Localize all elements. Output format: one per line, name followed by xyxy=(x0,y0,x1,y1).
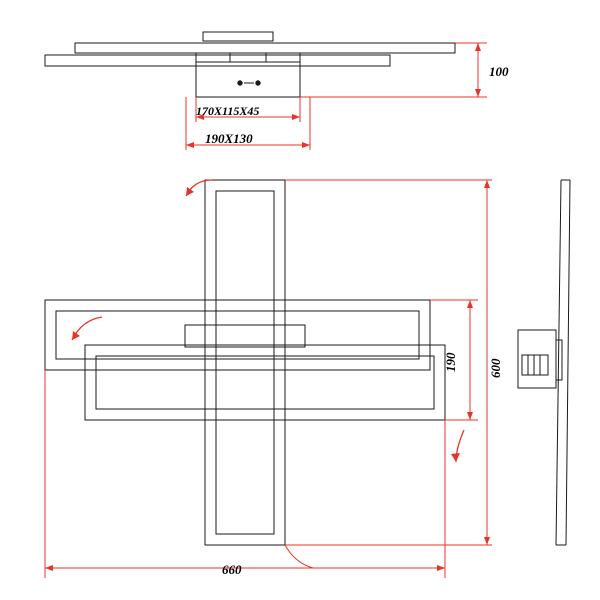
arrow-170-right xyxy=(292,114,300,120)
vertical-frame-inner xyxy=(216,191,274,534)
mount-plate-hole-right xyxy=(256,81,260,85)
arrow-100-top xyxy=(475,43,481,51)
dim-label-660: 660 xyxy=(222,562,242,577)
horizontal-frame-upper-inner xyxy=(56,311,419,359)
side-view-driver-box xyxy=(518,330,556,388)
arrow-600-bottom xyxy=(484,537,490,545)
horizontal-frame-lower-inner xyxy=(96,356,434,409)
center-mount-box xyxy=(185,325,305,347)
rotation-arrow-top-head xyxy=(186,187,194,196)
dim-label-190: 190 xyxy=(443,352,458,372)
arrow-660-left xyxy=(45,565,53,571)
arrow-190-top xyxy=(467,300,473,308)
top-view-small-bar xyxy=(203,32,273,41)
main-view-dimensions xyxy=(45,180,492,578)
dim-label-170x115x45: 170X115X45 xyxy=(196,104,260,118)
arrow-600-top xyxy=(484,180,490,188)
rotation-arrow-right-head xyxy=(451,453,460,462)
dim-label-190x130: 190X130 xyxy=(205,131,253,146)
side-view xyxy=(518,180,570,545)
mount-plate-hole-left xyxy=(238,81,242,85)
arrow-190x130-left xyxy=(186,142,194,148)
side-view-driver-detail xyxy=(522,355,548,375)
arrow-660-right xyxy=(437,565,445,571)
top-view-lower-bar xyxy=(45,55,390,66)
arrow-190x130-right xyxy=(302,142,310,148)
side-view-panel-front xyxy=(556,180,561,545)
dim-label-100: 100 xyxy=(489,64,509,79)
top-view-long-bar xyxy=(75,43,455,53)
top-view xyxy=(45,32,455,97)
arrow-100-bottom xyxy=(475,89,481,97)
arrow-190-bottom xyxy=(467,412,473,420)
dim-label-600: 600 xyxy=(488,358,503,378)
top-view-mount-plate xyxy=(196,53,300,97)
vertical-frame-outer xyxy=(205,180,285,545)
main-view xyxy=(45,180,445,545)
leader-660 xyxy=(285,545,313,568)
side-view-panel-back xyxy=(566,180,570,545)
